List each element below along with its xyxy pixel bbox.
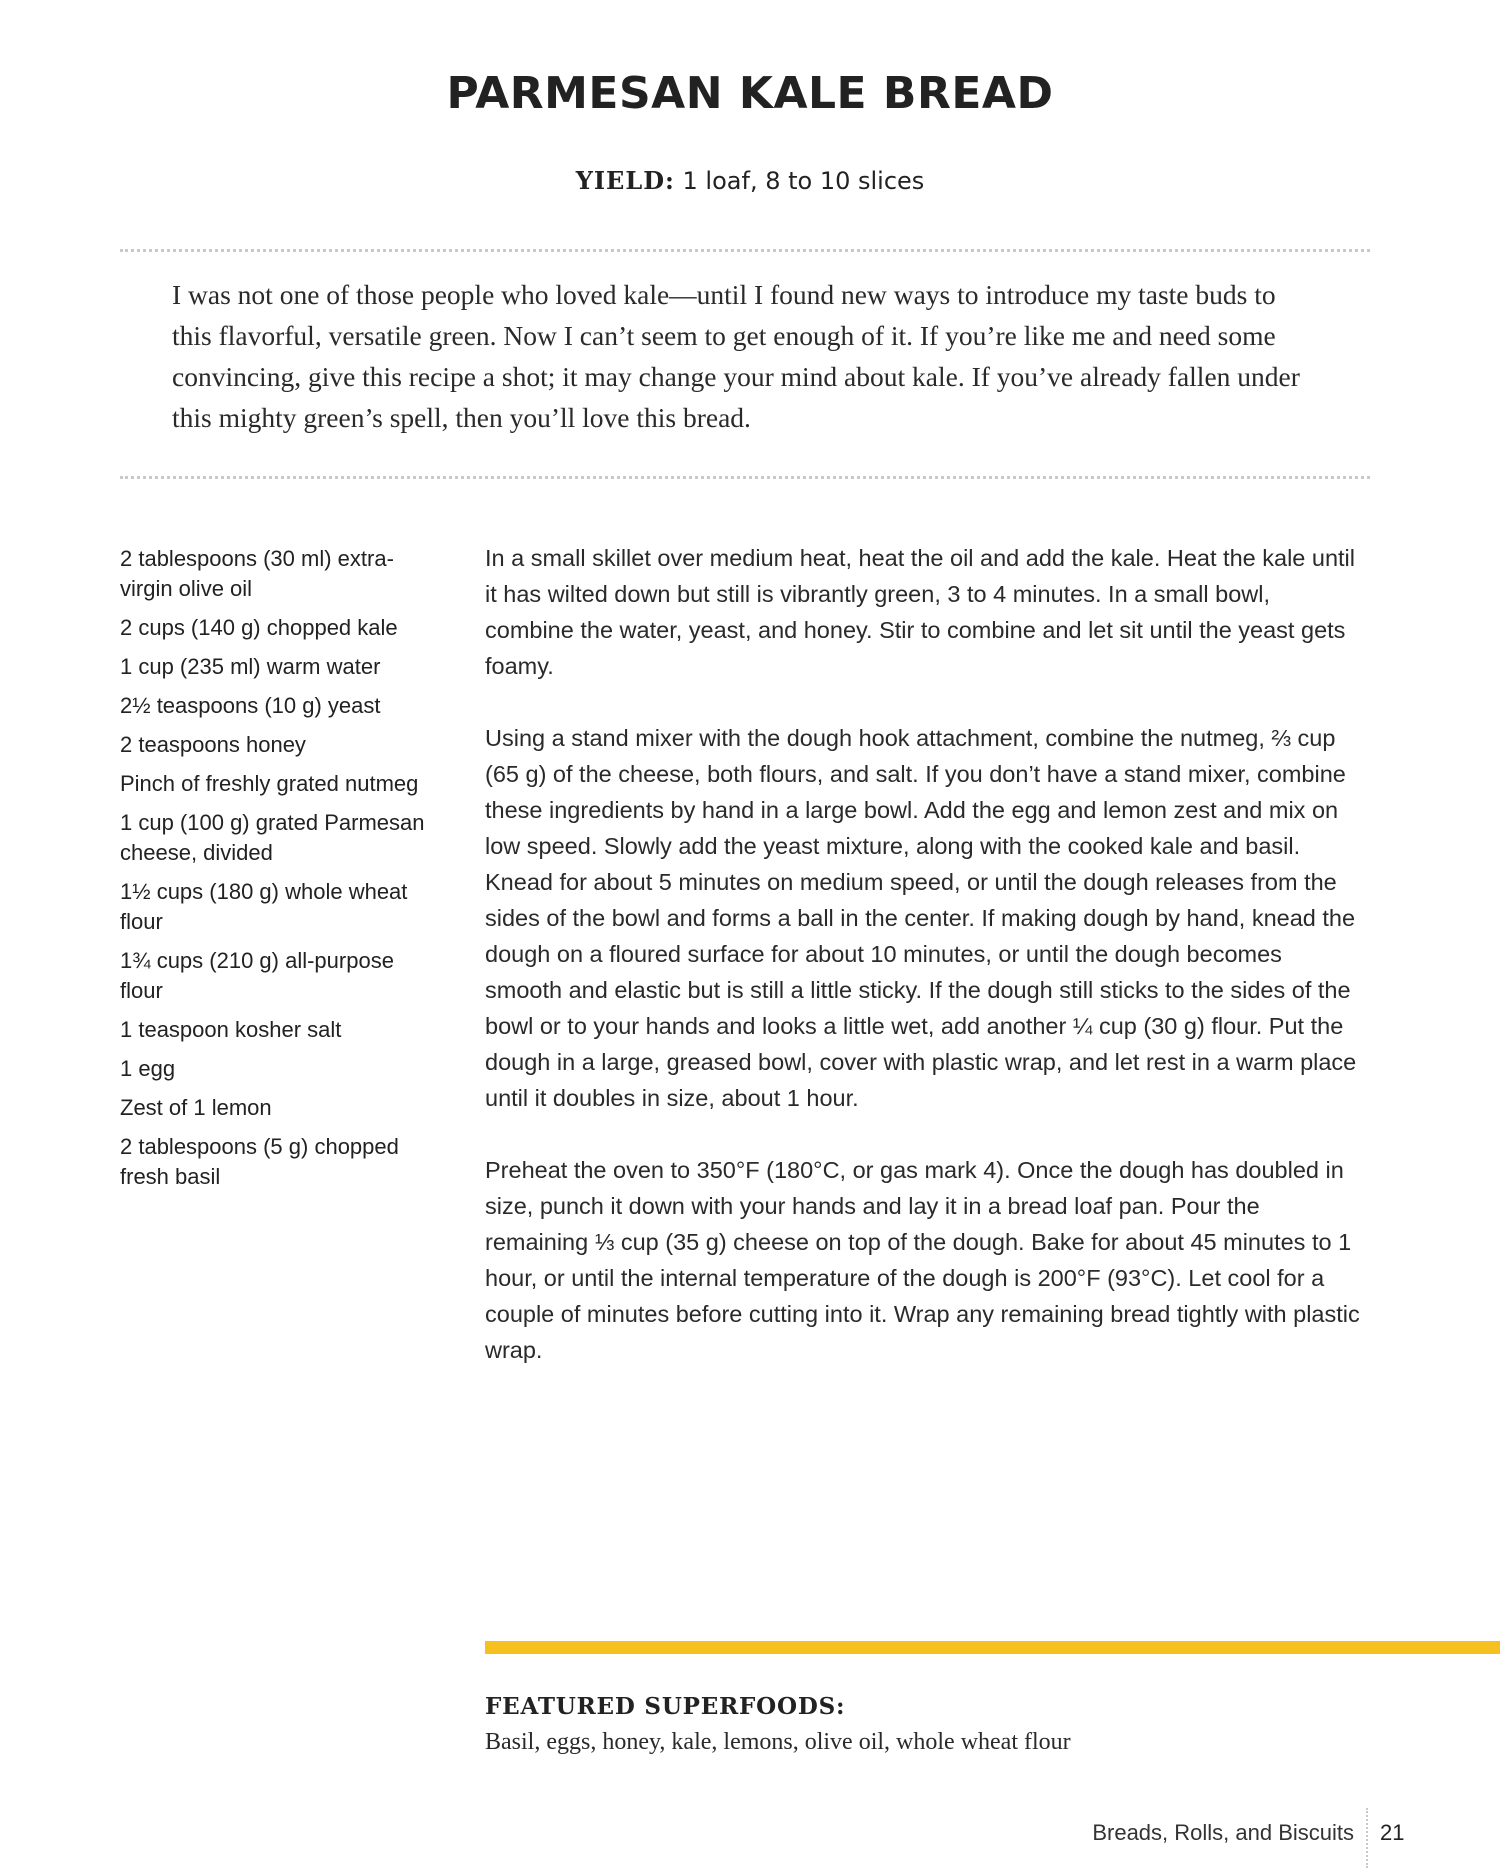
ingredient-item: 1½ cups (180 g) whole wheat flour — [120, 879, 408, 934]
featured-superfoods-heading: FEATURED SUPERFOODS: — [485, 1693, 846, 1720]
top-dotted-divider — [120, 249, 1370, 252]
ingredient-item: 2 tablespoons (5 g) chopped fresh basil — [120, 1134, 399, 1189]
accent-bar — [485, 1641, 1500, 1654]
ingredient-item: 1 cup (100 g) grated Parmesan cheese, divided — [120, 810, 425, 865]
direction-step: In a small skillet over medium heat, heat the oil and add the kale. Heat the kale until it has wilted down but still is vibrantly green, 3 to 4 minutes. In a small bowl, combine the water, yeast, and honey. Stir to combine and let sit until the yeast gets foamy. — [485, 545, 1355, 679]
footer-section-title: Breads, Rolls, and Biscuits — [1092, 1820, 1354, 1845]
page-number: 21 — [1380, 1820, 1405, 1845]
yield-line — [0, 166, 1500, 195]
footer-divider — [1366, 1808, 1368, 1868]
ingredient-list — [120, 544, 430, 1201]
ingredient-item: 2 cups (140 g) chopped kale — [120, 615, 398, 640]
direction-step: Using a stand mixer with the dough hook attachment, combine the nutmeg, ⅔ cup (65 g) of the cheese, both flours, and salt. If you don’t have a stand mixer, combine these ingredients by hand in a large bowl. Add the egg and lemon zest and mix on low speed. Slowly add the yeast mixture, along with the cooked kale and basil. Knead for about 5 minutes on medium speed, or until the dough releases from the sides of the bowl and forms a ball in the center. If making dough by hand, knead the dough on a floured surface for about 10 minutes, or until the dough becomes smooth and elastic but is still a little sticky. If the dough still sticks to the sides of the bowl or to your hands and looks a little wet, add another ¼ cup (30 g) flour. Put the dough in a large, greased bowl, cover with plastic wrap, and let rest in a warm place until it doubles in size, about 1 hour. — [485, 725, 1357, 1111]
yield-label: YIELD: — [575, 166, 675, 195]
featured-superfoods-list: Basil, eggs, honey, kale, lemons, olive oil, whole wheat flour — [485, 1729, 1071, 1755]
recipe-title: PARMESAN KALE BREAD — [446, 68, 1054, 119]
ingredient-item: 2½ teaspoons (10 g) yeast — [120, 693, 381, 718]
ingredient-item: 1 egg — [120, 1056, 176, 1081]
intro-paragraph: I was not one of those people who loved kale—until I found new ways to introduce my taste buds to this flavorful, versatile green. Now I can’t seem to get enough of it. If you’re like me and need some convincing, give this recipe a shot; it may change your mind about kale. If you’ve already fallen under this mighty green’s spell, then you’ll love this bread. — [172, 279, 1300, 433]
ingredient-item: Pinch of freshly grated nutmeg — [120, 771, 419, 796]
yield-value: 1 loaf, 8 to 10 slices — [682, 167, 925, 195]
directions — [485, 540, 1365, 1404]
direction-step: Preheat the oven to 350°F (180°C, or gas mark 4). Once the dough has doubled in size, punch it down with your hands and lay it in a bread loaf pan. Pour the remaining ⅓ cup (35 g) cheese on top of the dough. Bake for about 45 minutes to 1 hour, or until the internal temperature of the dough is 200°F (93°C). Let cool for a couple of minutes before cutting into it. Wrap any remaining bread tightly with plastic wrap. — [485, 1157, 1360, 1363]
ingredient-item: 2 tablespoons (30 ml) extra-virgin olive oil — [120, 546, 394, 601]
ingredient-item: 2 teaspoons honey — [120, 732, 306, 757]
ingredient-item: 1¾ cups (210 g) all-purpose flour — [120, 948, 394, 1003]
bottom-dotted-divider — [120, 476, 1370, 479]
ingredient-item: 1 cup (235 ml) warm water — [120, 654, 381, 679]
ingredient-item: 1 teaspoon kosher salt — [120, 1017, 342, 1042]
ingredient-item: Zest of 1 lemon — [120, 1095, 272, 1120]
